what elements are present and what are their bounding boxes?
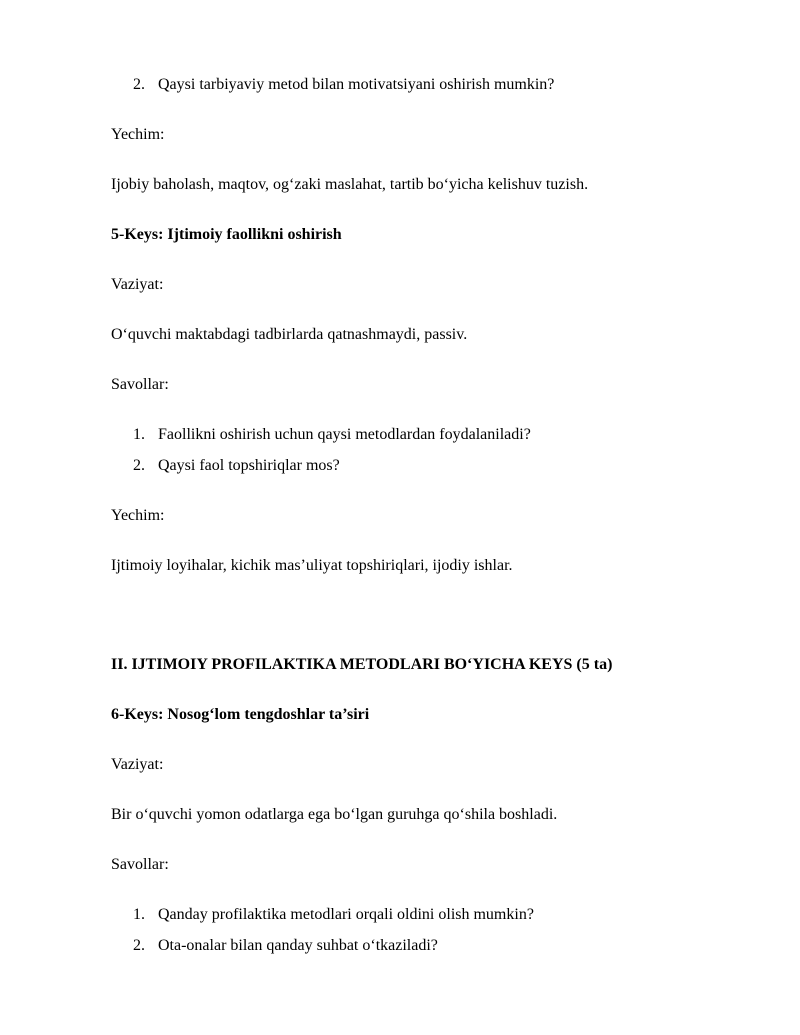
list-item	[133, 936, 438, 956]
list-item-number: 1.	[133, 906, 145, 923]
list-item-number: 2.	[133, 76, 145, 93]
situation-label: Vaziyat:	[111, 756, 164, 773]
list-item-number: 2.	[133, 937, 145, 954]
questions-label: Savollar:	[111, 376, 169, 393]
solution-text: Ijtimoiy loyihalar, kichik mas’uliyat topshiriqlari, ijodiy ishlar.	[111, 557, 513, 574]
list-item-text: Qanday profilaktika metodlari orqali oldini olish mumkin?	[158, 906, 534, 923]
solution-text: Ijobiy baholash, maqtov, og‘zaki maslahat, tartib bo‘yicha kelishuv tuzish.	[111, 176, 589, 193]
list-item-number: 2.	[133, 457, 145, 474]
situation-label: Vaziyat:	[111, 276, 164, 293]
situation-text: Bir o‘quvchi yomon odatlarga ega bo‘lgan guruhga qo‘shila boshladi.	[111, 806, 558, 823]
section-heading: II. IJTIMOIY PROFILAKTIKA METODLARI BO‘YICHA KEYS (5 ta)	[111, 656, 613, 673]
solution-label: Yechim:	[111, 507, 165, 524]
list-item-text: Qaysi faol topshiriqlar mos?	[158, 457, 340, 474]
list-item-text: Faollikni oshirish uchun qaysi metodlardan foydalaniladi?	[158, 426, 531, 443]
list-item-number: 1.	[133, 426, 145, 443]
case-heading: 6-Keys: Nosog‘lom tengdoshlar ta’siri	[111, 706, 370, 723]
list-item	[133, 456, 340, 476]
list-item	[133, 905, 534, 925]
list-item	[133, 425, 531, 445]
solution-label: Yechim:	[111, 126, 165, 143]
questions-label: Savollar:	[111, 856, 169, 873]
case-heading: 5-Keys: Ijtimoiy faollikni oshirish	[111, 226, 342, 243]
list-item-text: Ota-onalar bilan qanday suhbat o‘tkaziladi?	[158, 937, 438, 954]
situation-text: O‘quvchi maktabdagi tadbirlarda qatnashmaydi, passiv.	[111, 326, 468, 343]
list-item	[133, 75, 554, 95]
list-item-text: Qaysi tarbiyaviy metod bilan motivatsiyani oshirish mumkin?	[158, 76, 555, 93]
